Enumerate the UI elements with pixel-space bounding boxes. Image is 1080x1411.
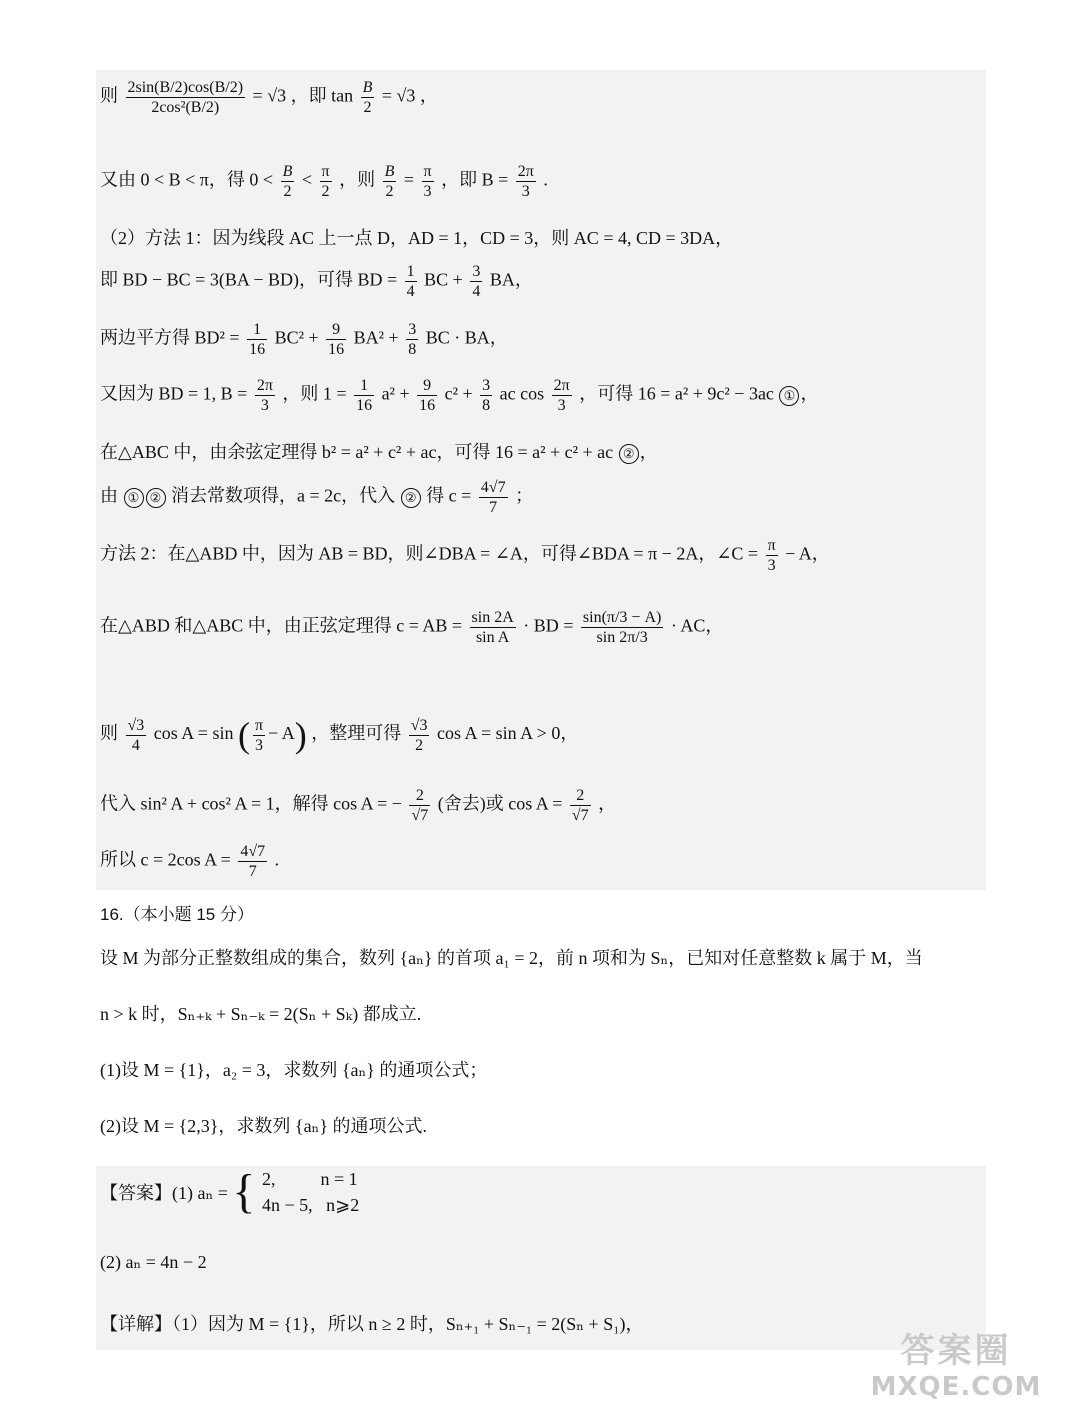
right-paren: ) — [294, 715, 307, 755]
line-solve-cos-a — [100, 786, 616, 825]
text: 得 c = — [426, 485, 472, 506]
text: BC · BA， — [425, 327, 508, 348]
numerator: 1 — [406, 263, 415, 280]
text: a² + — [381, 383, 410, 404]
fraction — [422, 162, 434, 201]
denominator: 2 — [321, 183, 330, 200]
text: − A， — [785, 543, 830, 564]
fraction — [570, 786, 591, 825]
denominator: 7 — [248, 863, 257, 880]
numerator: 2π — [256, 377, 273, 394]
text: 由 — [100, 485, 118, 506]
fraction — [326, 320, 346, 359]
text: ，整理可得 — [311, 723, 402, 744]
text: 两边平方得 BD² = — [100, 327, 240, 348]
fraction — [320, 162, 332, 201]
watermark-logo — [866, 1323, 1046, 1403]
fraction — [552, 376, 572, 415]
fraction — [417, 376, 437, 415]
detail-line: 【详解】（1）因为 M = {1}，所以 n ≥ 2 时，Sₙ₊₁ + Sₙ₋₁ = 2(Sₙ + S₁)， — [100, 1314, 644, 1334]
text: cos A = sin A > 0， — [436, 723, 579, 744]
denominator: 4 — [406, 283, 415, 300]
numerator: π — [767, 537, 776, 554]
line-square-both-sides — [100, 320, 508, 359]
numerator: π — [254, 716, 264, 734]
denominator: √7 — [571, 807, 589, 824]
text: ac cos — [499, 383, 545, 404]
denominator: 7 — [489, 499, 498, 516]
text: 则 — [100, 85, 118, 106]
fraction — [253, 716, 265, 755]
denominator: 2cos²(B/2) — [151, 99, 220, 116]
numerator: √3 — [410, 716, 428, 734]
text: ； — [515, 485, 534, 506]
text: BC + — [424, 269, 463, 290]
fraction — [281, 162, 295, 201]
text: . — [274, 849, 280, 870]
circled-number-1: ① — [779, 386, 799, 406]
text: 在△ABD 和△ABC 中，由正弦定理得 c = AB = — [100, 615, 463, 636]
fraction — [354, 376, 374, 415]
line-vector-bd — [100, 262, 533, 301]
text: ，则 — [339, 169, 376, 190]
numerator: 3 — [408, 321, 417, 338]
text: 又因为 BD = 1, B = — [100, 383, 248, 404]
text: 即 BD − BC = 3(BA − BD)，可得 BD = — [100, 269, 398, 290]
text: BC² + — [274, 327, 319, 348]
fraction — [383, 162, 397, 201]
text: 又由 0 < B < π，得 0 < — [100, 169, 274, 190]
numerator: π — [423, 163, 432, 180]
numerator: 4√7 — [480, 479, 506, 496]
denominator: 16 — [419, 397, 436, 414]
text: · BD = — [523, 615, 574, 636]
denominator: 2 — [415, 736, 424, 754]
text: ，即 tan — [290, 85, 354, 106]
numerator: 2 — [409, 786, 430, 806]
text: . — [543, 169, 548, 190]
text: c² + — [444, 383, 473, 404]
numerator: π — [321, 163, 330, 180]
fraction — [480, 376, 492, 415]
answer-part-1 — [100, 1166, 359, 1218]
fraction — [581, 608, 663, 647]
text: ，可得 16 = a² + 9c² − 3ac — [579, 383, 774, 404]
line-cos-a-relation — [100, 714, 578, 756]
text: ，即 B = — [441, 169, 509, 190]
line-law-of-sines — [100, 608, 723, 647]
text: 所以 c = 2cos A = — [100, 849, 231, 870]
denominator: 4 — [472, 283, 481, 300]
text: cos A = sin — [153, 723, 234, 744]
circled-number-2: ② — [146, 488, 166, 508]
piecewise-cases — [262, 1166, 359, 1218]
denominator: 2 — [385, 183, 394, 200]
line-b-range — [100, 162, 548, 201]
denominator: sin A — [475, 629, 510, 646]
text: · AC， — [670, 615, 724, 636]
fraction — [255, 376, 275, 415]
text: BA² + — [353, 327, 399, 348]
text: ，则 1 = — [282, 383, 347, 404]
numerator: 2sin(B/2)cos(B/2) — [127, 79, 244, 96]
line-final-c — [100, 842, 279, 881]
case-2: 4n − 5, n⩾2 — [261, 1195, 360, 1215]
question-16-heading: 16.（本小题 15 分） — [100, 905, 254, 924]
question-16-statement-2: n > k 时，Sₙ₊ₖ + Sₙ₋ₖ = 2(Sₙ + Sₖ) 都成立. — [100, 1004, 422, 1024]
denominator: 3 — [254, 736, 263, 754]
numerator: sin(π/3 − A) — [582, 609, 662, 626]
question-16-part-2: (2)设 M = {2,3}，求数列 {aₙ} 的通项公式. — [100, 1116, 427, 1136]
fraction-sin-cos-half — [126, 78, 246, 117]
fraction — [406, 320, 418, 359]
denominator: 3 — [557, 397, 566, 414]
numerator: 9 — [326, 320, 346, 340]
left-paren: ( — [237, 715, 250, 755]
line-bd-equals-1: 又因为 BD = 1, B = $\frac{2\pi}{3}$ ，则 1 = $\frac{1}{16}$ a² + $\frac{9}{16}$ c² + $\frac{3}{8}$ ac cos $\frac{2\pi}{3}$ ，可得 16 = a² + 9c² − 3ac ① ， — [100, 377, 819, 414]
denominator: 3 — [767, 557, 776, 574]
text: = — [403, 169, 415, 190]
fraction-b-over-2 — [361, 78, 375, 117]
denominator: 4 — [131, 736, 140, 754]
denominator: 16 — [328, 341, 345, 358]
numerator: 1 — [354, 376, 374, 396]
line-tan-half-b — [100, 78, 438, 117]
circled-number-2: ② — [619, 444, 639, 464]
numerator: B — [384, 163, 395, 180]
denominator: √7 — [411, 807, 429, 824]
fraction — [516, 162, 536, 201]
denominator: 3 — [521, 183, 530, 200]
numerator: B — [362, 79, 373, 96]
text: = √3 — [252, 85, 287, 106]
numerator: B — [282, 163, 293, 180]
fraction — [409, 786, 430, 825]
numerator: 1 — [247, 320, 267, 340]
numerator: 2π — [553, 377, 570, 394]
text: − A — [268, 723, 295, 744]
answer-part-2: (2) aₙ = 4n − 2 — [100, 1252, 207, 1272]
watermark-line-2: MXQE.COM — [870, 1372, 1042, 1402]
watermark-line-1: 答案圈 — [900, 1331, 1012, 1371]
numerator: 3 — [472, 263, 481, 280]
text: ， — [419, 85, 438, 106]
numerator: 2 — [570, 786, 591, 806]
fraction — [766, 536, 778, 575]
denominator: 3 — [423, 183, 432, 200]
circled-number-1: ① — [124, 488, 144, 508]
fraction — [238, 842, 267, 881]
line-method-2 — [100, 536, 830, 575]
question-16-part-1: (1)设 M = {1}，a₂ = 3，求数列 {aₙ} 的通项公式； — [100, 1060, 488, 1080]
text: ， — [598, 793, 617, 814]
denominator: 8 — [408, 341, 417, 358]
fraction — [405, 262, 417, 301]
case-1: 2, n = 1 — [261, 1169, 358, 1189]
denominator: 2 — [283, 183, 292, 200]
fraction — [470, 608, 516, 647]
fraction — [470, 262, 482, 301]
fraction — [247, 320, 267, 359]
circled-number-2: ② — [401, 488, 421, 508]
text: BA， — [489, 269, 533, 290]
numerator: 9 — [417, 376, 437, 396]
line-method-1: （2）方法 1：因为线段 AC 上一点 D，AD = 1，CD = 3，则 AC = 4, CD = 3DA， — [100, 228, 734, 248]
numerator: √3 — [127, 716, 145, 734]
line-eliminate-constant — [100, 478, 533, 517]
denominator: 8 — [482, 397, 491, 414]
denominator: sin 2π/3 — [596, 629, 648, 646]
numerator: 3 — [482, 377, 491, 394]
text: = √3 — [381, 85, 416, 106]
text: < — [301, 169, 312, 190]
text: 代入 sin² A + cos² A = 1，解得 cos A = − — [100, 793, 402, 814]
numerator: 2π — [517, 163, 534, 180]
text: 消去常数项得，a = 2c，代入 — [171, 485, 396, 506]
fraction — [409, 716, 430, 755]
denominator: 2 — [363, 99, 372, 116]
text: (舍去)或 cos A = — [437, 793, 563, 814]
text: 则 — [100, 723, 118, 744]
text: 方法 2：在△ABD 中，因为 AB = BD，则∠DBA = ∠A，可得∠BDA = π − 2A，∠C = — [100, 543, 759, 564]
denominator: 3 — [260, 397, 269, 414]
denominator: 16 — [249, 341, 266, 358]
denominator: 16 — [356, 397, 373, 414]
brace: { — [232, 1165, 256, 1218]
text: 在△ABC 中，由余弦定理得 b² = a² + c² + ac，可得 16 = a² + c² + ac — [100, 442, 614, 462]
numerator: 4√7 — [240, 843, 266, 860]
question-16-statement-1: 设 M 为部分正整数组成的集合，数列 {aₙ} 的首项 a₁ = 2，前 n 项和为 Sₙ，已知对任意整数 k 属于 M，当 — [100, 948, 923, 968]
line-law-of-cosines: 在△ABC 中，由余弦定理得 b² = a² + c² + ac，可得 16 = a² + c² + ac ② ， — [100, 442, 658, 462]
answer-label: 【答案】(1) aₙ = — [100, 1183, 228, 1203]
fraction — [126, 716, 147, 755]
fraction — [479, 478, 508, 517]
numerator: sin 2A — [471, 609, 514, 626]
